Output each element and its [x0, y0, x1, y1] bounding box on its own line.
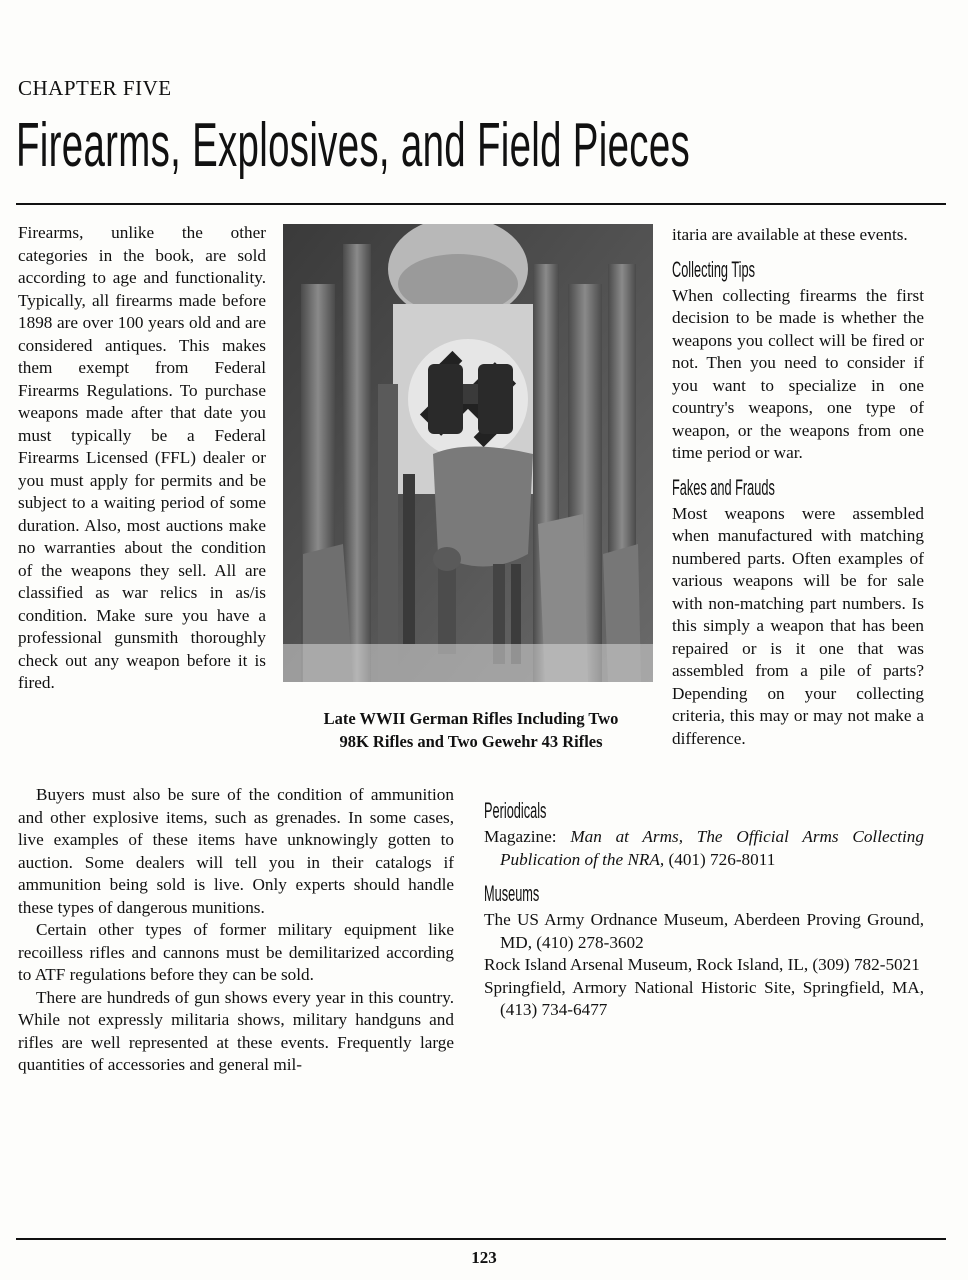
- fakes-frauds-text: Most weapons were assembled when manufactured with matching numbered parts. Often examples of various weapons will be for sale with non-matching part numbers. Is this simply a weapon that has been repaired or is it one that was assembled from a pile of parts? Depending on your collecting criteria, this may or may not make a difference.: [672, 503, 924, 748]
- periodical-label: Magazine:: [484, 827, 571, 846]
- photo-caption-line-1: Late WWII German Rifles Including Two: [323, 709, 619, 728]
- photo-caption-line-2: 98K Rifles and Two Gewehr 43 Rifles: [339, 731, 603, 751]
- museum-entry: The US Army Ordnance Museum, Aberdeen Proving Ground, MD, (410) 278-3602: [484, 910, 924, 952]
- continuation-text: itaria are available at these events.: [672, 225, 908, 244]
- intro-paragraph: Firearms, unlike the other categories in the book, are sold according to age and functionality. Typically, all firearms made before 1898 are over 100 years old and are considered antiques. This makes them exempt from Federal Firearms Regulations. To purchase weapons made after that date you must typically be a Federal Firearms Licensed (FFL) dealer or you must apply for permits and be subject to a waiting period of some duration. Also, most auctions make no warranties about the condition of the weapons they sell. All are classified as war relics in as/is condition. Make sure you have a professional gunsmith thoroughly check out any weapon before it is fired.: [18, 223, 266, 692]
- periodicals-heading: Periodicals: [484, 798, 547, 823]
- intro-column: [18, 222, 266, 695]
- fakes-frauds-heading: Fakes and Frauds: [672, 474, 775, 500]
- main-column: [18, 784, 454, 1077]
- photo-caption: [286, 708, 656, 753]
- museums-heading: Museums: [484, 881, 540, 906]
- periodical-phone: (401) 726-8011: [664, 849, 776, 869]
- right-column: [672, 224, 924, 750]
- resources-column: [484, 798, 924, 1022]
- paragraph-demilitarize: Certain other types of former military equipment like recoilless rifles and cannons must be demilitarized according to ATF regulations before they can be sold.: [18, 920, 454, 984]
- chapter-label: CHAPTER FIVE: [18, 76, 172, 100]
- museum-entry: Springfield, Armory National Historic Site, Springfield, MA, (413) 734-6477: [484, 977, 924, 1019]
- rifles-photo: [283, 224, 653, 682]
- footer-rule: [16, 1238, 946, 1240]
- header-rule: [16, 203, 946, 205]
- periodical-title: Man at Arms, The Official Arms Collecting Publication of the NRA,: [500, 827, 924, 869]
- collecting-tips-heading: Collecting Tips: [672, 256, 755, 282]
- periodical-entry: [484, 826, 924, 871]
- collecting-tips-text: When collecting firearms the first decision to be made is whether the weapons you collect will be fired or not. Then you need to consider if you want to specialize in one country's weapons, one type of weapon, or the weapons from one time period or war.: [672, 285, 924, 462]
- rifles-photo-image: [283, 224, 653, 682]
- paragraph-gun-shows: There are hundreds of gun shows every year in this country. While not expressly militaria shows, military handguns and rifles are well represented at these events. Frequently large quantities of accessories and general mil-: [18, 987, 454, 1074]
- museum-entry: Rock Island Arsenal Museum, Rock Island, IL, (309) 782-5021: [484, 955, 920, 974]
- page-number: 123: [471, 1248, 497, 1267]
- paragraph-ammunition: Buyers must also be sure of the condition of ammunition and other explosive items, such as grenades. In some cases, live examples of these items have unknowingly gotten to auction. Some dealers will tell you in their catalogs if ammunition being sold is live. Only experts should handle these types of dangerous munitions.: [18, 785, 454, 917]
- chapter-title: Firearms, Explosives, and Field Pieces: [16, 111, 691, 180]
